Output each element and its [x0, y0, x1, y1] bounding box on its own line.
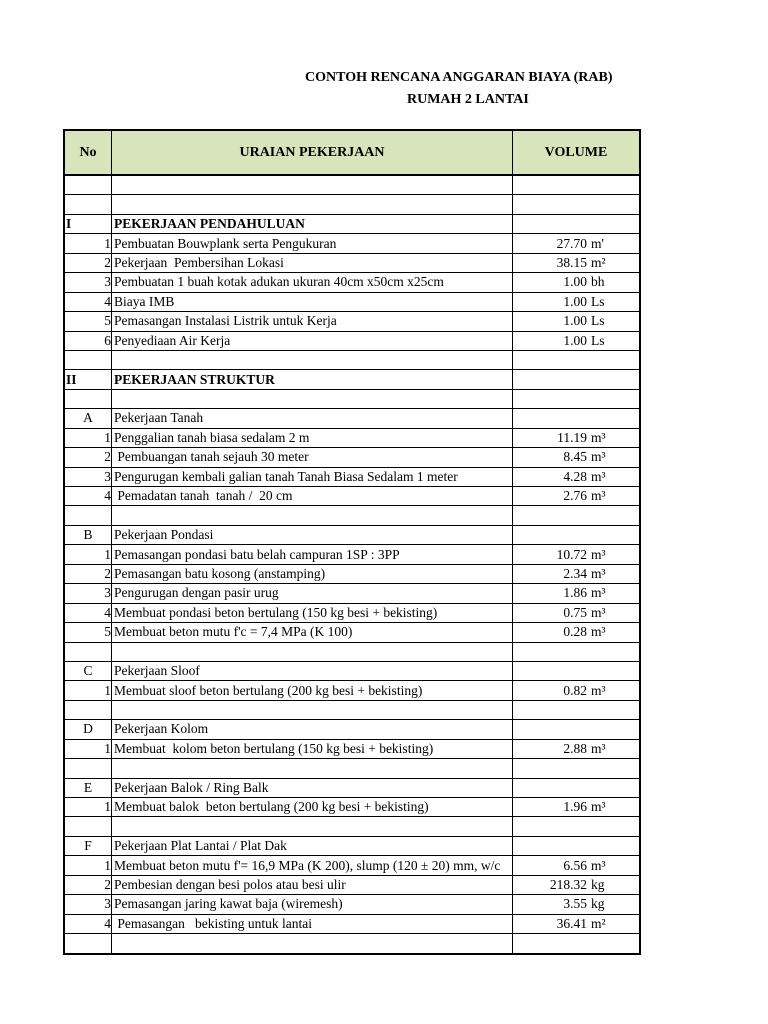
empty-row — [65, 176, 639, 195]
volume-value: 11.19 — [557, 429, 587, 445]
cell-uraian — [112, 332, 513, 350]
cell-no — [65, 273, 112, 291]
cell-uraian — [112, 215, 513, 233]
cell-uraian — [112, 526, 513, 544]
table-row — [65, 448, 639, 467]
cell-uraian — [112, 779, 513, 797]
cell-volume — [513, 584, 639, 602]
row-number: 4 — [104, 293, 111, 309]
table-row — [65, 487, 639, 506]
table-row — [65, 584, 639, 603]
volume-unit: m² — [591, 254, 606, 270]
cell-uraian — [112, 759, 513, 777]
header-no: No — [65, 131, 112, 174]
table-row — [65, 254, 639, 273]
cell-uraian — [112, 837, 513, 855]
row-number: C — [83, 663, 93, 679]
cell-uraian — [112, 351, 513, 369]
row-number: 1 — [104, 857, 111, 873]
cell-uraian — [112, 701, 513, 719]
volume-value: 2.76 — [563, 488, 587, 504]
row-number: F — [84, 838, 92, 854]
cell-no — [65, 779, 112, 797]
volume-unit: m³ — [591, 546, 606, 562]
row-number: 5 — [104, 313, 111, 329]
cell-volume — [513, 798, 639, 816]
volume-value: 3.55 — [563, 896, 587, 912]
row-description: Membuat pondasi beton bertulang (150 kg besi + bekisting) — [114, 604, 438, 620]
volume-value: 2.88 — [563, 740, 587, 756]
cell-no — [65, 934, 112, 952]
cell-uraian — [112, 643, 513, 661]
volume-value: 0.28 — [563, 624, 587, 640]
cell-volume — [513, 545, 639, 563]
volume-unit: m³ — [591, 604, 606, 620]
cell-no — [65, 448, 112, 466]
cell-uraian — [112, 740, 513, 758]
row-description: Pemasangan bekisting untuk lantai — [114, 915, 312, 931]
table-row — [65, 856, 639, 875]
cell-uraian — [112, 720, 513, 738]
cell-volume — [513, 351, 639, 369]
section-row — [65, 215, 639, 234]
row-description: Pemasangan pondasi batu belah campuran 1SP : 3PP — [114, 546, 400, 562]
row-number: 1 — [104, 682, 111, 698]
cell-no — [65, 254, 112, 272]
cell-volume — [513, 254, 639, 272]
cell-no — [65, 565, 112, 583]
row-number: 1 — [104, 799, 111, 815]
row-number: 3 — [104, 896, 111, 912]
cell-volume — [513, 390, 639, 408]
cell-uraian — [112, 370, 513, 388]
cell-uraian — [112, 487, 513, 505]
row-description: Pemadatan tanah tanah / 20 cm — [114, 488, 293, 504]
volume-value: 1.00 — [563, 293, 587, 309]
empty-row — [65, 934, 639, 953]
row-description: Membuat balok beton bertulang (200 kg besi + bekisting) — [114, 799, 429, 815]
cell-uraian — [112, 545, 513, 563]
volume-value: 0.82 — [563, 682, 587, 698]
volume-unit: m³ — [591, 624, 606, 640]
row-description: Pekerjaan Tanah — [114, 410, 204, 426]
subsection-row — [65, 779, 639, 798]
cell-no — [65, 487, 112, 505]
volume-unit: m³ — [591, 429, 606, 445]
row-description: Pekerjaan Pembersihan Lokasi — [114, 254, 284, 270]
row-number: 3 — [104, 274, 111, 290]
document-title-line2: RUMAH 2 LANTAI — [407, 92, 529, 107]
cell-volume — [513, 643, 639, 661]
cell-volume — [513, 876, 639, 894]
table-row — [65, 876, 639, 895]
volume-unit: bh — [591, 274, 605, 290]
cell-no — [65, 681, 112, 699]
cell-uraian — [112, 856, 513, 874]
volume-value: 36.41 — [556, 915, 587, 931]
cell-volume — [513, 701, 639, 719]
cell-volume — [513, 934, 639, 952]
row-number: 6 — [104, 332, 111, 348]
cell-no — [65, 506, 112, 524]
cell-volume — [513, 506, 639, 524]
volume-unit: m³ — [591, 857, 606, 873]
table-row — [65, 312, 639, 331]
row-number: 2 — [104, 449, 111, 465]
cell-uraian — [112, 817, 513, 835]
cell-volume — [513, 604, 639, 622]
cell-uraian — [112, 934, 513, 952]
volume-unit: Ls — [591, 313, 605, 329]
cell-no — [65, 176, 112, 194]
row-description: Pemasangan batu kosong (anstamping) — [114, 565, 326, 581]
cell-volume — [513, 759, 639, 777]
subsection-row — [65, 409, 639, 428]
row-description: Pekerjaan Sloof — [114, 663, 200, 679]
table-row — [65, 234, 639, 253]
cell-no — [65, 312, 112, 330]
volume-value: 1.86 — [563, 585, 587, 601]
cell-no — [65, 876, 112, 894]
cell-uraian — [112, 195, 513, 213]
cell-no — [65, 856, 112, 874]
cell-no — [65, 351, 112, 369]
cell-volume — [513, 293, 639, 311]
row-description: Pembuatan Bouwplank serta Pengukuran — [114, 235, 337, 251]
cell-no — [65, 895, 112, 913]
row-number: 1 — [104, 546, 111, 562]
table-row — [65, 293, 639, 312]
row-description: PEKERJAAN PENDAHULUAN — [114, 216, 305, 232]
cell-no — [65, 740, 112, 758]
rab-table — [63, 129, 641, 955]
table-row — [65, 545, 639, 564]
row-description: Membuat sloof beton bertulang (200 kg besi + bekisting) — [114, 682, 423, 698]
empty-row — [65, 701, 639, 720]
cell-volume — [513, 312, 639, 330]
volume-unit: m³ — [591, 740, 606, 756]
cell-no — [65, 584, 112, 602]
row-description: Pengurugan kembali galian tanah Tanah Biasa Sedalam 1 meter — [114, 468, 458, 484]
cell-no — [65, 623, 112, 641]
cell-volume — [513, 895, 639, 913]
cell-no — [65, 526, 112, 544]
subsection-row — [65, 662, 639, 681]
table-row — [65, 273, 639, 292]
row-number: 2 — [104, 565, 111, 581]
cell-no — [65, 195, 112, 213]
table-row — [65, 468, 639, 487]
volume-unit: m³ — [591, 449, 606, 465]
cell-uraian — [112, 254, 513, 272]
row-number: I — [66, 216, 72, 232]
cell-volume — [513, 234, 639, 252]
row-number: E — [83, 779, 93, 795]
cell-no — [65, 370, 112, 388]
volume-unit: m³ — [591, 799, 606, 815]
cell-no — [65, 798, 112, 816]
row-number: 2 — [104, 254, 111, 270]
table-row — [65, 429, 639, 448]
cell-volume — [513, 681, 639, 699]
cell-volume — [513, 915, 639, 933]
header-uraian-pekerjaan: URAIAN PEKERJAAN — [112, 131, 513, 174]
cell-volume — [513, 720, 639, 738]
volume-unit: m² — [591, 915, 606, 931]
table-row — [65, 740, 639, 759]
cell-uraian — [112, 506, 513, 524]
volume-value: 2.34 — [563, 565, 587, 581]
cell-volume — [513, 273, 639, 291]
row-number: 3 — [104, 585, 111, 601]
cell-no — [65, 390, 112, 408]
cell-uraian — [112, 273, 513, 291]
cell-uraian — [112, 623, 513, 641]
volume-unit: m³ — [591, 682, 606, 698]
volume-value: 0.75 — [563, 604, 587, 620]
empty-row — [65, 759, 639, 778]
cell-uraian — [112, 390, 513, 408]
cell-volume — [513, 856, 639, 874]
cell-volume — [513, 662, 639, 680]
volume-unit: kg — [591, 876, 605, 892]
table-row — [65, 565, 639, 584]
cell-volume — [513, 526, 639, 544]
cell-no — [65, 429, 112, 447]
cell-no — [65, 915, 112, 933]
row-number: 4 — [104, 488, 111, 504]
row-description: Pengurugan dengan pasir urug — [114, 585, 279, 601]
cell-volume — [513, 215, 639, 233]
cell-no — [65, 817, 112, 835]
cell-no — [65, 468, 112, 486]
table-row — [65, 332, 639, 351]
volume-value: 10.72 — [556, 546, 587, 562]
row-description: Pembuatan 1 buah kotak adukan ukuran 40cm x50cm x25cm — [114, 274, 444, 290]
cell-volume — [513, 565, 639, 583]
row-number: B — [83, 527, 93, 543]
table-row — [65, 895, 639, 914]
cell-no — [65, 662, 112, 680]
section-row — [65, 370, 639, 389]
table-body — [65, 176, 639, 954]
row-number: II — [66, 371, 77, 387]
cell-uraian — [112, 584, 513, 602]
row-number: A — [83, 410, 93, 426]
cell-uraian — [112, 604, 513, 622]
cell-uraian — [112, 409, 513, 427]
row-description: Membuat beton mutu f'= 16,9 MPa (K 200), slump (120 ± 20) mm, w/c — [114, 857, 501, 873]
cell-uraian — [112, 312, 513, 330]
volume-value: 218.32 — [549, 876, 587, 892]
cell-volume — [513, 487, 639, 505]
row-description: PEKERJAAN STRUKTUR — [114, 371, 275, 387]
row-description: Pemasangan Instalasi Listrik untuk Kerja — [114, 313, 337, 329]
volume-unit: kg — [591, 896, 605, 912]
empty-row — [65, 390, 639, 409]
row-description: Pembesian dengan besi polos atau besi ulir — [114, 876, 346, 892]
volume-value: 1.00 — [563, 274, 587, 290]
cell-volume — [513, 448, 639, 466]
table-row — [65, 798, 639, 817]
table-header-row — [65, 131, 639, 176]
row-number: 4 — [104, 915, 111, 931]
row-number: 1 — [104, 740, 111, 756]
volume-value: 8.45 — [563, 449, 587, 465]
cell-uraian — [112, 662, 513, 680]
volume-value: 1.00 — [563, 313, 587, 329]
cell-uraian — [112, 915, 513, 933]
cell-volume — [513, 332, 639, 350]
volume-unit: m' — [591, 235, 604, 251]
volume-unit: Ls — [591, 293, 605, 309]
cell-volume — [513, 370, 639, 388]
volume-unit: m³ — [591, 565, 606, 581]
table-row — [65, 623, 639, 642]
cell-no — [65, 234, 112, 252]
cell-uraian — [112, 176, 513, 194]
cell-volume — [513, 195, 639, 213]
subsection-row — [65, 526, 639, 545]
cell-uraian — [112, 681, 513, 699]
cell-volume — [513, 176, 639, 194]
cell-no — [65, 604, 112, 622]
volume-unit: Ls — [591, 332, 605, 348]
cell-volume — [513, 837, 639, 855]
cell-volume — [513, 409, 639, 427]
subsection-row — [65, 720, 639, 739]
cell-no — [65, 837, 112, 855]
cell-uraian — [112, 876, 513, 894]
volume-value: 1.96 — [563, 799, 587, 815]
row-description: Membuat beton mutu f'c = 7,4 MPa (K 100) — [114, 624, 353, 640]
volume-value: 38.15 — [556, 254, 587, 270]
row-number: 4 — [104, 604, 111, 620]
row-description: Pekerjaan Kolom — [114, 721, 209, 737]
cell-no — [65, 293, 112, 311]
table-row — [65, 604, 639, 623]
cell-uraian — [112, 468, 513, 486]
row-description: Pekerjaan Pondasi — [114, 527, 214, 543]
cell-uraian — [112, 895, 513, 913]
row-description: Pekerjaan Balok / Ring Balk — [114, 779, 269, 795]
cell-no — [65, 545, 112, 563]
row-description: Biaya IMB — [114, 293, 175, 309]
empty-row — [65, 195, 639, 214]
cell-no — [65, 720, 112, 738]
cell-volume — [513, 817, 639, 835]
row-description: Membuat kolom beton bertulang (150 kg besi + bekisting) — [114, 740, 434, 756]
volume-value: 1.00 — [563, 332, 587, 348]
cell-uraian — [112, 798, 513, 816]
row-description: Pemasangan jaring kawat baja (wiremesh) — [114, 896, 343, 912]
volume-unit: m³ — [591, 585, 606, 601]
cell-volume — [513, 740, 639, 758]
document-title-line1: CONTOH RENCANA ANGGARAN BIAYA (RAB) — [305, 70, 613, 85]
cell-uraian — [112, 448, 513, 466]
row-description: Pekerjaan Plat Lantai / Plat Dak — [114, 838, 287, 854]
volume-value: 6.56 — [563, 857, 587, 873]
volume-value: 4.28 — [563, 468, 587, 484]
cell-no — [65, 409, 112, 427]
cell-uraian — [112, 234, 513, 252]
cell-no — [65, 643, 112, 661]
row-description: Penggalian tanah biasa sedalam 2 m — [114, 429, 310, 445]
cell-volume — [513, 468, 639, 486]
row-description: Penyediaan Air Kerja — [114, 332, 231, 348]
cell-volume — [513, 623, 639, 641]
volume-unit: m³ — [591, 468, 606, 484]
cell-no — [65, 332, 112, 350]
empty-row — [65, 817, 639, 836]
row-number: 5 — [104, 624, 111, 640]
empty-row — [65, 506, 639, 525]
row-number: D — [83, 721, 93, 737]
cell-no — [65, 759, 112, 777]
subsection-row — [65, 837, 639, 856]
cell-volume — [513, 779, 639, 797]
row-number: 2 — [104, 876, 111, 892]
table-row — [65, 915, 639, 934]
header-volume: VOLUME — [544, 144, 608, 160]
cell-uraian — [112, 429, 513, 447]
cell-uraian — [112, 565, 513, 583]
row-number: 1 — [104, 235, 111, 251]
row-number: 3 — [104, 468, 111, 484]
table-row — [65, 681, 639, 700]
cell-volume — [513, 429, 639, 447]
row-description: Pembuangan tanah sejauh 30 meter — [114, 449, 309, 465]
empty-row — [65, 643, 639, 662]
volume-unit: m³ — [591, 488, 606, 504]
volume-value: 27.70 — [556, 235, 587, 251]
row-number: 1 — [104, 429, 111, 445]
empty-row — [65, 351, 639, 370]
cell-no — [65, 701, 112, 719]
cell-no — [65, 215, 112, 233]
cell-uraian — [112, 293, 513, 311]
